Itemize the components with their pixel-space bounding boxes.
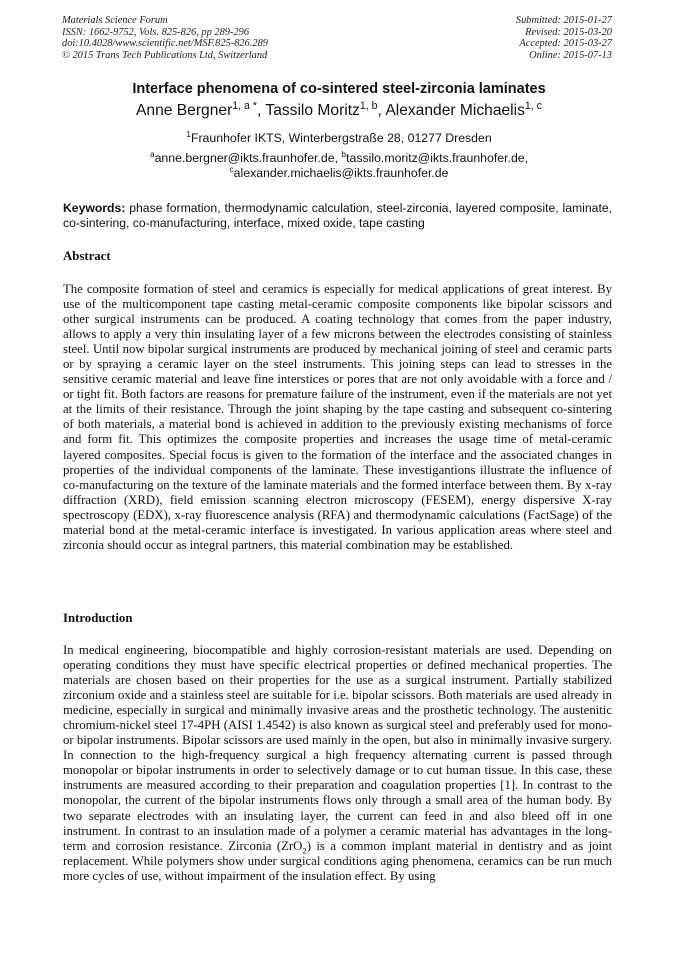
author-emails [0,148,678,181]
keywords-label: Keywords: [63,201,126,215]
keywords [63,201,612,231]
issn-line: ISSN: 1662-9752, Vols. 825-826, pp 289-296 [62,26,250,38]
journal-name: Materials Science Forum [62,15,168,26]
copyright-line: © 2015 Trans Tech Publications Ltd, Switzerland [62,49,268,61]
author-separator: , [377,102,386,119]
keywords-text: phase formation, thermodynamic calculation, steel-zirconia, layered composite, laminate, co-sintering, co-manufacturing, interface, mixed oxide, tape casting [63,201,612,230]
doi-line: doi:10.4028/www.scientific.net/MSF.825-826.289 [62,38,268,50]
author-name: Anne Bergner [136,102,233,119]
author-superscript: 1, b [359,99,378,112]
accepted-date: Accepted: 2015-03-27 [519,38,612,50]
author-separator: , [257,102,266,119]
journal-header-left [62,15,268,61]
abstract-heading: Abstract [63,249,111,263]
email-superscript: a [149,148,155,159]
affiliation-superscript: 1 [186,128,191,139]
zro2-subscript: 2 [302,845,307,856]
author-superscript: 1, a * [232,99,258,112]
email-superscript: b [341,148,347,159]
introduction-text-part-1: In medical engineering, biocompatible and highly corrosion-resistant materials are used. Depending on operating conditions they must have specific electrical properties or defined mechanical properties. The materials are chosen based on their properties for the use as a surgical instrument. Partially stabilized zirconium oxide and a stainless steel are suitable for i.e. bipolar scissors. Both materials are used already in medicine, especially in surgical and minimally invasive areas and the prosthetic technology. The austenitic chromium-nickel steel 17-4PH (AISI 1.4542) is also known as surgical steel and preferably used for mono- or bipolar instruments. Bipolar scissors are used mainly in the open, but also in minimally invasive surgery. In connection to the high-frequency surgical a high frequency alternating current is passed through monopolar or bipolar instruments in order to selectively damage or to cut human tissue. In this case, these instruments are measured according to their preparation and coagulation properties [1]. In contrast to the monopolar, the current of the bipolar instruments flows only through a small area of the human body. By two separate electrodes with an insulating layer, the current can feed in and also bleed off in one instrument. In contrast to an insulation made of a polymer a ceramic material has advantages in the long-term and corrosion resistance. Zirconia (ZrO [63,643,612,853]
online-date: Online: 2015-07-13 [529,49,612,61]
abstract-text: The composite formation of steel and ceramics is especially for medical applications of great interest. By use of the multicomponent tape casting metal-ceramic composite components like bipolar scissors and other surgical instruments can be produced. A coating technology that comes from the paper industry, allows to apply a very thin insulating layer of a few microns between the electrodes consisting of stainless steel. Until now bipolar surgical instruments are produced by mechanical joining of steel and ceramic parts or by spraying a ceramic layer on the steel instruments. This joining steps can lead to stresses in the sensitive ceramic material and leave fine interstices or pores that are not only avoidable with a force and / or tight fit. Both factors are reasons for premature failure of the instrument, even if the materials are not yet at the limits of their resistance. Through the joint shaping by the tape casting and subsequent co-sintering of both materials, a material bond is achieved in addition to the previously existing mechanisms of force and form fit. This optimizes the composite properties and increases the usage time of metal-ceramic layered composites. Special focus is given to the formation of the interface and the associated changes in properties of the individual components of the laminate. These investigantions illustrate the influence of co-manufacturing on the texture of the laminate materials and the formed interface between them. By x-ray diffraction (XRD), field emission scanning electron microscopy (FESEM), energy dispersive X-ray spectroscopy (EDX), x-ray fluorescence analysis (RFA) and thermodynamic calculations (FactSage) of the material bond at the metal-ceramic interface is investigated. In various application areas where steel and zirconia should occur as integral partners, this material combination may be established. [63,282,612,552]
journal-header-right [516,15,612,61]
author-list [0,99,678,120]
introduction-heading: Introduction [63,611,133,625]
introduction-text-part-2: ) is a common implant material in dentistry and as joint replacement. While polymers show under surgical conditions aging phenomena, ceramics can be run much more cycles of use, without impairment of the insulation effect. By using [63,838,612,883]
email-line-1 [0,148,678,166]
revised-date: Revised: 2015-03-20 [525,26,612,38]
author-name: Tassilo Moritz [265,102,360,119]
paper-title: Interface phenomena of co-sintered steel-zirconia laminates [132,81,546,97]
author-name: Alexander Michaelis [385,102,525,119]
email-superscript: c [229,163,234,174]
email-a[interactable]: anne.bergner@ikts.fraunhofer.de, [154,151,342,165]
email-c[interactable]: alexander.michaelis@ikts.fraunhofer.de [233,166,449,180]
affiliation [0,128,678,145]
introduction-text [63,643,612,884]
submitted-date: Submitted: 2015-01-27 [515,15,612,26]
email-line-2 [0,163,678,181]
author-superscript: 1, c [524,99,542,112]
email-b[interactable]: tassilo.moritz@ikts.fraunhofer.de, [346,151,529,165]
affiliation-text: Fraunhofer IKTS, Winterbergstraße 28, 01277 Dresden [190,131,492,145]
